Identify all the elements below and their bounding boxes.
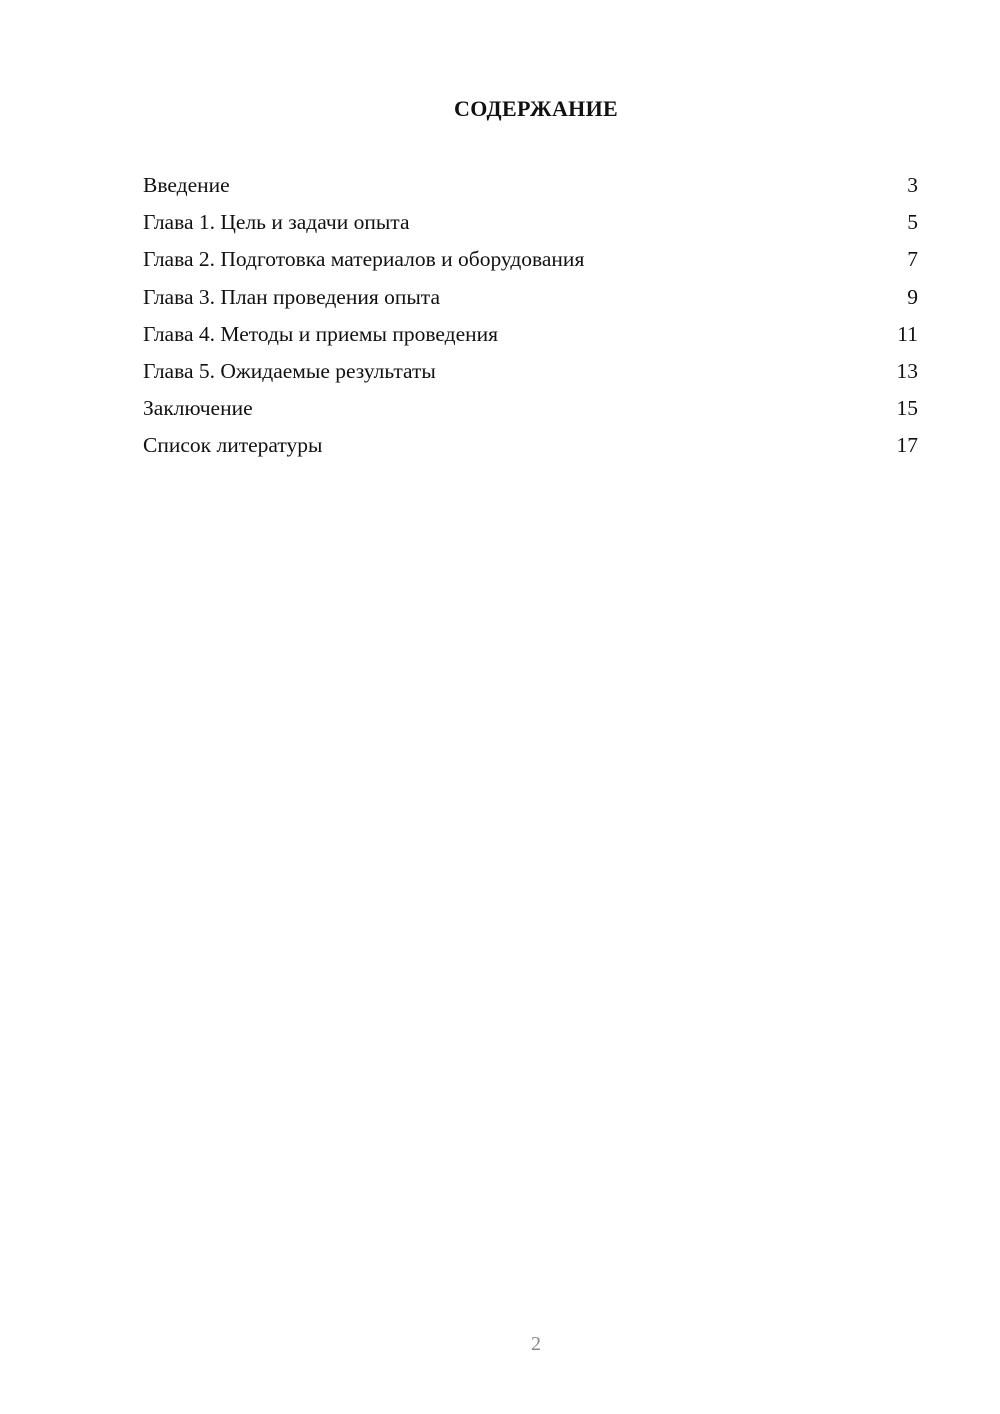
toc-entry-page: 11 [897, 321, 918, 346]
toc-entry-page: 3 [907, 173, 918, 197]
toc-entry-label: Глава 2. Подготовка материалов и оборудования [143, 247, 585, 272]
toc-entry-page: 17 [896, 433, 918, 458]
toc-entry-page: 15 [896, 396, 918, 421]
toc-entry-label: Глава 1. Цель и задачи опыта [143, 210, 410, 235]
toc-title: СОДЕРЖАНИЕ [454, 96, 618, 121]
toc-entry [143, 242, 918, 279]
toc-entry-label: Глава 5. Ожидаемые результаты [143, 358, 436, 383]
toc-entry [143, 391, 918, 428]
toc-entry-label: Список литературы [143, 433, 323, 458]
toc-entry-page: 5 [907, 210, 918, 235]
toc-entry [143, 354, 918, 391]
toc-entry-page: 9 [907, 284, 918, 309]
page-number: 2 [531, 1333, 541, 1355]
toc-entry [143, 317, 918, 354]
toc-entry-page: 13 [896, 358, 918, 383]
toc-entry-label: Глава 4. Методы и приемы проведения [143, 321, 499, 346]
toc-entry [143, 168, 918, 205]
toc-entry [143, 205, 918, 242]
toc-entry-label: Введение [143, 173, 230, 197]
toc-entry-label: Глава 3. План проведения опыта [143, 284, 441, 309]
toc-entry-page: 7 [907, 247, 918, 272]
toc-entry [143, 428, 918, 465]
toc-entry-label: Заключение [143, 396, 253, 421]
toc-entry [143, 280, 918, 317]
table-of-contents [143, 168, 918, 466]
